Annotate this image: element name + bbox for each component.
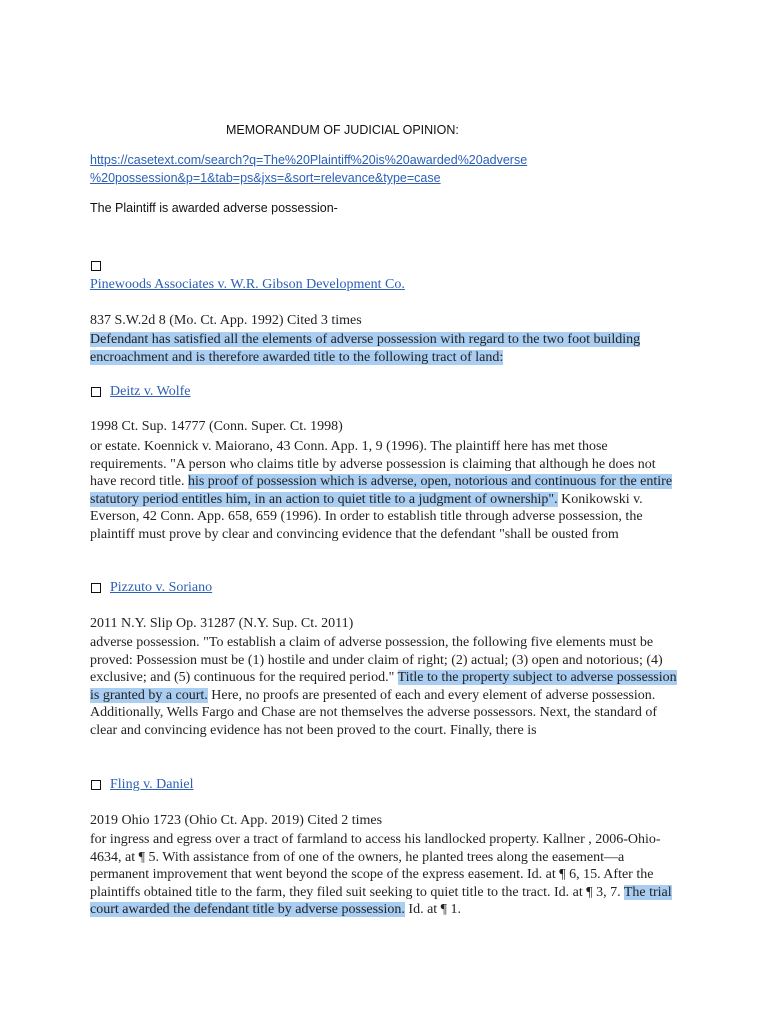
- excerpt-text: adverse possession. "To establish a claim of adverse possession, the following five elements must be proved: Possession must be (1) hostile and under claim of right; (2) actual; (3) open and notorious; (4) exclusive; and (5) continuous for the required period.": [90, 635, 663, 685]
- checkbox-icon: [91, 387, 101, 397]
- memo-title: MEMORANDUM OF JUDICIAL OPINION:: [226, 123, 459, 137]
- case-link-fling[interactable]: Fling v. Daniel: [110, 777, 194, 792]
- case-citation: 2019 Ohio 1723 (Ohio Ct. App. 2019) Cited 2 times: [90, 813, 383, 828]
- highlighted-text: Title to the property subject to adverse possession is granted by a court.: [90, 670, 677, 703]
- excerpt-text: Id. at ¶ 1.: [404, 902, 462, 917]
- case-link-pizzuto[interactable]: Pizzuto v. Soriano: [110, 580, 213, 595]
- case-link-deitz[interactable]: Deitz v. Wolfe: [110, 384, 191, 399]
- highlighted-text: The trial court awarded the defendant title by adverse possession.: [90, 884, 672, 917]
- checkbox-icon: [91, 780, 101, 790]
- case-excerpt: [90, 331, 680, 366]
- memo-heading: The Plaintiff is awarded adverse possession-: [90, 201, 338, 215]
- checkbox-icon: [91, 261, 101, 271]
- checkbox-icon: [91, 583, 101, 593]
- case-citation: 837 S.W.2d 8 (Mo. Ct. App. 1992) Cited 3 times: [90, 313, 362, 328]
- case-citation: 1998 Ct. Sup. 14777 (Conn. Super. Ct. 1998): [90, 419, 343, 434]
- case-excerpt: [90, 634, 680, 739]
- highlighted-text: his proof of possession which is adverse, open, notorious and continuous for the entire statutory period entitles him, in an action to quiet title to a judgment of ownership".: [90, 474, 673, 507]
- highlighted-text: Defendant has satisfied all the elements of adverse possession with regard to the two foot building encroachment and is therefore awarded title to the following tract of land:: [90, 332, 641, 365]
- case-link-pinewoods[interactable]: Pinewoods Associates v. W.R. Gibson Development Co.: [90, 277, 405, 292]
- excerpt-text: for ingress and egress over a tract of farmland to access his landlocked property. Kallner , 2006-Ohio-4634, at ¶ 5. With assistance from of one of the owners, he planted trees along the easement—a permanent improvement that went beyond the scope of the express easement. Id. at ¶ 6, 15. After the plaintiffs obtained title to the farm, they filed suit seeking to quiet title to the tract. Id. at ¶ 3, 7.: [90, 832, 661, 900]
- search-url-line-2: %20possession&p=1&tab=ps&jxs=&sort=relevance&type=case: [90, 171, 441, 185]
- case-excerpt: [90, 831, 680, 919]
- search-url-line-1: https://casetext.com/search?q=The%20Plaintiff%20is%20awarded%20adverse: [90, 153, 528, 167]
- case-excerpt: [90, 438, 680, 543]
- excerpt-text: Konikowski v. Everson, 42 Conn. App. 658, 659 (1996). In order to establish title through adverse possession, the plaintiff must prove by clear and convincing evidence that the defendant "shall be ousted from: [90, 491, 643, 542]
- excerpt-text: or estate. Koennick v. Maiorano, 43 Conn. App. 1, 9 (1996). The plaintiff here has met those requirements. "A person who claims title by adverse possession is claiming that although he does not have record title.: [90, 439, 656, 489]
- search-url-link[interactable]: [90, 151, 650, 187]
- excerpt-text: Here, no proofs are presented of each and every element of adverse possession. Additionally, Wells Fargo and Chase are not themselves the adverse possessors. Next, the standard of clear and convincing evidence has not been proved to the court. Finally, there is: [90, 687, 658, 738]
- case-citation: 2011 N.Y. Slip Op. 31287 (N.Y. Sup. Ct. 2011): [90, 616, 354, 631]
